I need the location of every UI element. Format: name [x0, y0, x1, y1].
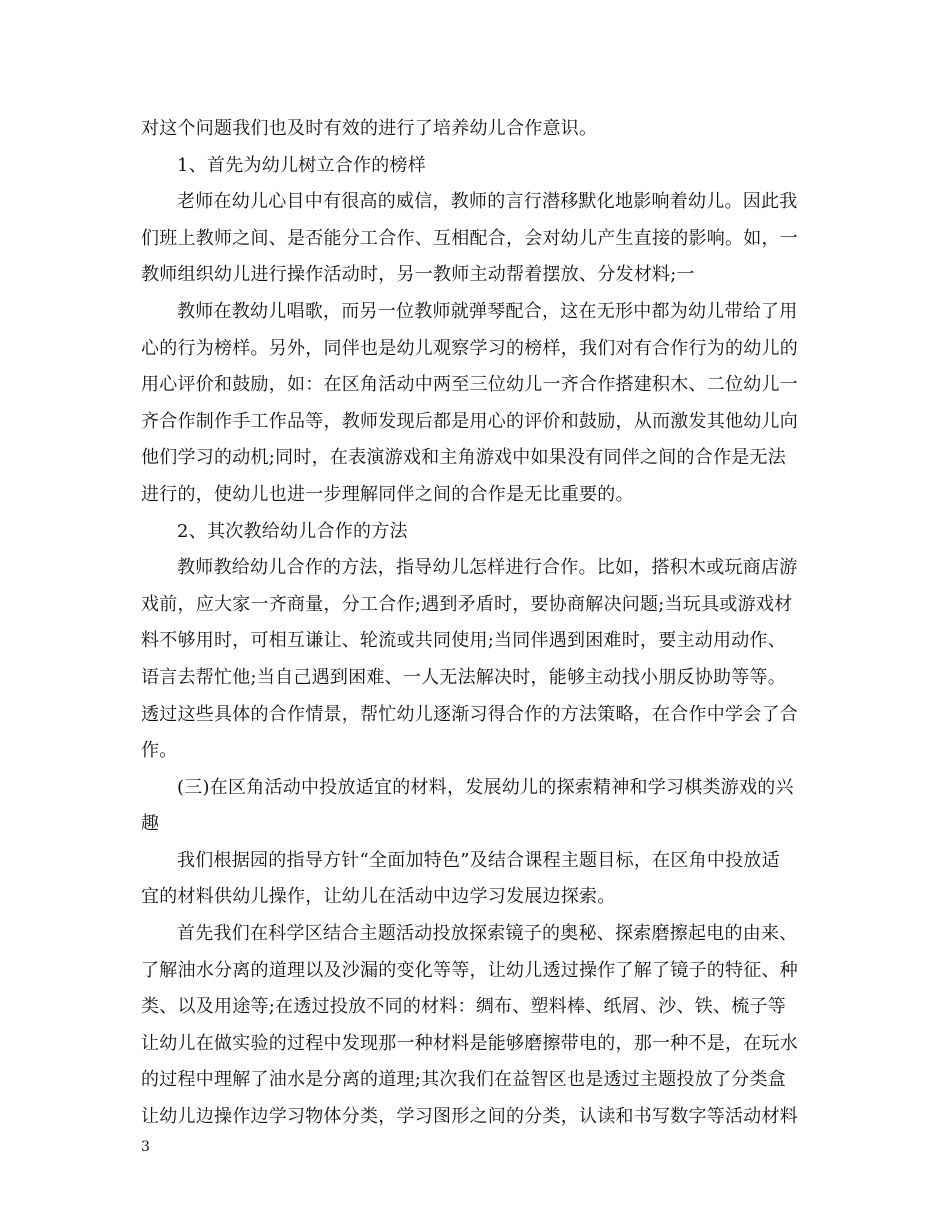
text-line: 戏前，应大家一齐商量，分工合作;遇到矛盾时，要协商解决问题;当玩具或游戏材 [141, 593, 793, 615]
text-line: 趣 [141, 813, 160, 835]
text-line: 类、以及用途等;在透过投放不同的材料：绸布、塑料棒、纸屑、沙、铁、梳子等 [141, 996, 787, 1018]
text-line: 让幼儿在做实验的过程中发现那一种材料是能够磨擦带电的，那一种不是，在玩水 [141, 1032, 798, 1054]
text-line: 首先我们在科学区结合主题活动投放探索镜子的奥秘、探索磨擦起电的由来、 [177, 923, 798, 945]
text-line: 了解油水分离的道理以及沙漏的变化等等，让幼儿透过操作了解了镜子的特征、种 [141, 959, 798, 981]
page-number: 3 [141, 1139, 150, 1155]
text-line: 料不够用时，可相互谦让、轮流或共同使用;当同伴遇到困难时，要主动用动作、 [141, 630, 787, 652]
text-line: 的过程中理解了油水是分离的道理;其次我们在益智区也是透过主题投放了分类盒 [141, 1069, 787, 1091]
text-line: 语言去帮忙他;当自己遇到困难、一人无法解决时，能够主动找小朋反协助等等。 [141, 666, 787, 688]
text-line: 教师教给幼儿合作的方法，指导幼儿怎样进行合作。比如，搭积木或玩商店游 [177, 557, 798, 579]
text-line: 宜的材料供幼儿操作，让幼儿在活动中边学习发展边探索。 [141, 886, 616, 908]
text-line: 老师在幼儿心目中有很高的威信，教师的言行潜移默化地影响着幼儿。因此我 [177, 191, 798, 213]
text-line: 进行的，使幼儿也进一步理解同伴之间的合作是无比重要的。 [141, 483, 634, 505]
text-line: 心的行为榜样。另外，同伴也是幼儿观察学习的榜样，我们对有合作行为的幼儿的 [141, 337, 798, 359]
body-text [141, 111, 813, 1136]
text-line: 对这个问题我们也及时有效的进行了培养幼儿合作意识。 [141, 118, 598, 139]
section-heading: (三)在区角活动中投放适宜的材料，发展幼儿的探索精神和学习棋类游戏的兴 [177, 776, 794, 798]
text-line: 教师组织幼儿进行操作活动时，另一教师主动帮着摆放、分发材料;一 [141, 264, 695, 286]
text-line: 透过这些具体的合作情景，帮忙幼儿逐渐习得合作的方法策略，在合作中学会了合 [141, 703, 798, 725]
section-heading: 1、首先为幼儿树立合作的榜样 [177, 154, 426, 176]
text-line: 们班上教师之间、是否能分工合作、互相配合，会对幼儿产生直接的影响。如，一 [141, 227, 798, 249]
text-line: 教师在教幼儿唱歌，而另一位教师就弹琴配合，这在无形中都为幼儿带给了用 [177, 300, 798, 322]
text-line: 作。 [141, 740, 178, 762]
text-line: 让幼儿边操作边学习物体分类，学习图形之间的分类，认读和书写数字等活动材料 [141, 1106, 798, 1128]
text-line: 他们学习的动机;同时，在表演游戏和主角游戏中如果没有同伴之间的合作是无法 [141, 447, 787, 469]
text-line: 齐合作制作手工作品等，教师发现后都是用心的评价和鼓励，从而激发其他幼儿向 [141, 410, 798, 432]
text-line: 用心评价和鼓励，如：在区角活动中两至三位幼儿一齐合作搭建积木、二位幼儿一 [141, 374, 798, 396]
section-heading: 2、其次教给幼儿合作的方法 [177, 520, 408, 542]
text-line: 我们根据园的指导方针“全面加特色”及结合课程主题目标，在区角中投放适 [177, 849, 780, 871]
